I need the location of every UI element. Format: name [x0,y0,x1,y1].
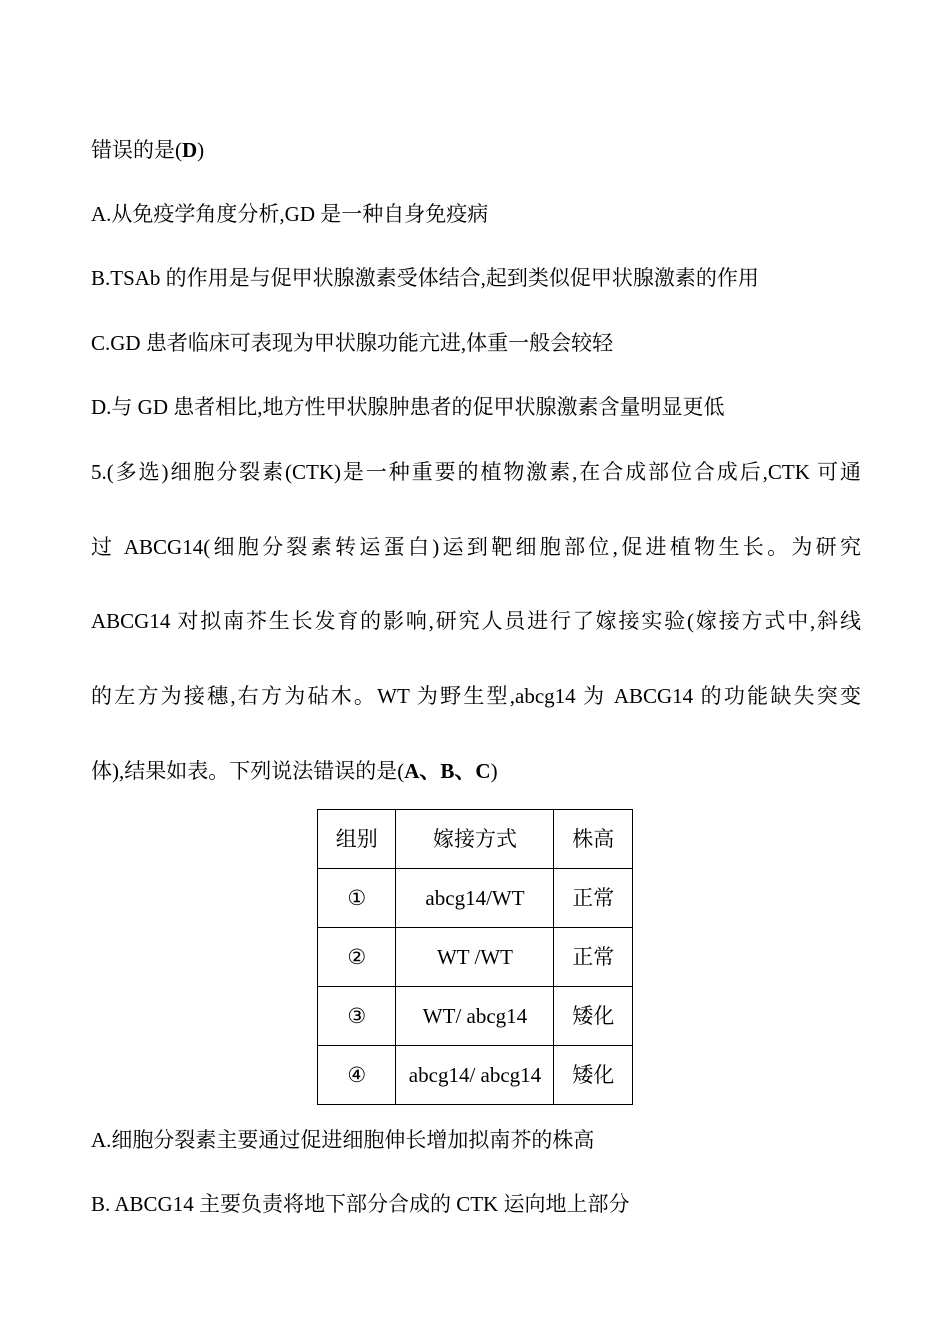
q4-option-b: B.TSAb 的作用是与促甲状腺激素受体结合,起到类似促甲状腺激素的作用 [91,266,759,290]
table-row [318,987,633,1046]
graft-cell: WT/ abcg14 [396,987,554,1046]
group-cell: ② [318,928,396,987]
q5-stem-line-4: 的左方为接穗,右方为砧木。WT 为野生型,abcg14 为 ABCG14 的功能缺失突变 [91,684,861,708]
q5-answer: A、B、C [404,759,491,783]
table-row [318,928,633,987]
q5-stem-close: ) [490,759,498,783]
q5-stem-last [91,756,498,786]
q4-option-a: A.从免疫学角度分析,GD 是一种自身免疫病 [91,202,489,226]
q4-option-c: C.GD 患者临床可表现为甲状腺功能亢进,体重一般会较轻 [91,331,614,355]
q5-stem-line-1: 5.(多选)细胞分裂素(CTK)是一种重要的植物激素,在合成部位合成后,CTK 可通 [91,460,861,484]
q5-stem-line-2: 过 ABCG14(细胞分裂素转运蛋白)运到靶细胞部位,促进植物生长。为研究 [91,535,861,559]
height-cell: 正常 [554,928,633,987]
table-header-row [318,810,633,869]
q4-stem-text: 错误的是( [91,138,182,162]
q5-stem-text: 体),结果如表。下列说法错误的是( [91,759,405,783]
q4-answer: D [182,138,198,162]
height-cell: 正常 [554,869,633,928]
height-cell: 矮化 [554,1046,633,1105]
group-cell: ④ [318,1046,396,1105]
q4-option-d: D.与 GD 患者相比,地方性甲状腺肿患者的促甲状腺激素含量明显更低 [91,395,725,419]
header-group: 组别 [318,810,396,869]
height-cell: 矮化 [554,987,633,1046]
table-row [318,1046,633,1105]
header-plant-height: 株高 [554,810,633,869]
grafting-results-table [317,809,633,1105]
graft-cell: abcg14/WT [396,869,554,928]
group-cell: ① [318,869,396,928]
q4-stem-end [91,135,204,165]
group-cell: ③ [318,987,396,1046]
graft-cell: WT /WT [396,928,554,987]
q5-stem-line-3: ABCG14 对拟南芥生长发育的影响,研究人员进行了嫁接实验(嫁接方式中,斜线 [91,609,861,633]
graft-cell: abcg14/ abcg14 [396,1046,554,1105]
header-graft-method: 嫁接方式 [396,810,554,869]
q5-option-a: A.细胞分裂素主要通过促进细胞伸长增加拟南芥的株高 [91,1128,595,1152]
q4-stem-close: ) [197,138,205,162]
q5-option-b: B. ABCG14 主要负责将地下部分合成的 CTK 运向地上部分 [91,1192,630,1216]
table-row [318,869,633,928]
